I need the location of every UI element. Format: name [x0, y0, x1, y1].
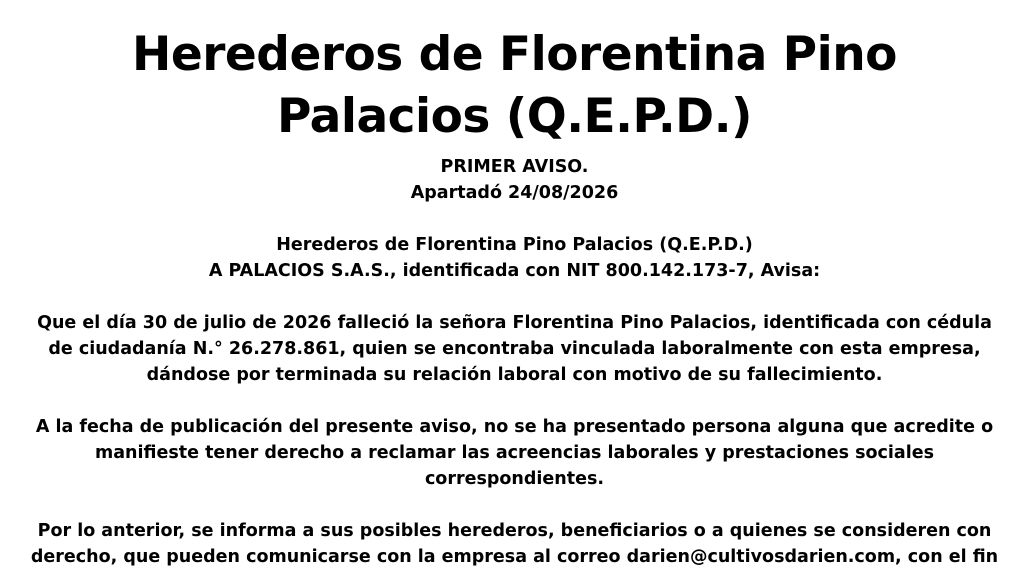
notice-header: [0, 232, 1029, 284]
notice-meta: [0, 154, 1029, 206]
paragraph-3: [0, 518, 1029, 570]
paragraph-1-line-2: de ciudadanía N.° 26.278.861, quien se encontraba vinculada laboralmente con esta empresa,: [48, 339, 981, 359]
notice-label: PRIMER AVISO.: [440, 157, 589, 177]
notice-title: [0, 0, 1029, 148]
paragraph-1: [0, 310, 1029, 388]
paragraph-2-line-1: A la fecha de publicación del presente aviso, no se ha presentado persona alguna que acredite o: [35, 417, 994, 437]
paragraph-2-line-3: correspondientes.: [424, 469, 605, 489]
place-date: Apartadó 24/08/2026: [410, 183, 619, 203]
paragraph-3-line-1: Por lo anterior, se informa a sus posibles herederos, beneficiarios o a quienes se consideren con: [37, 521, 992, 541]
paragraph-3-line-2: derecho, que pueden comunicarse con la empresa al correo darien@cultivosdarien.com, con el fin: [30, 547, 999, 567]
title-line-1: Herederos de Florentina Pino: [132, 27, 897, 82]
paragraph-2: [0, 414, 1029, 492]
paragraph-2-line-2: manifieste tener derecho a reclamar las acreencias laborales y prestaciones sociales: [94, 443, 934, 463]
title-line-2: Palacios (Q.E.P.D.): [276, 89, 753, 144]
paragraph-1-line-1: Que el día 30 de julio de 2026 falleció la señora Florentina Pino Palacios, identificada con cédula: [37, 313, 992, 333]
header-line-1: Herederos de Florentina Pino Palacios (Q.E.P.D.): [276, 235, 753, 255]
header-line-2: A PALACIOS S.A.S., identificada con NIT 800.142.173-7, Avisa:: [208, 261, 821, 281]
paragraph-1-line-3: dándose por terminada su relación laboral con motivo de su fallecimiento.: [146, 365, 883, 385]
